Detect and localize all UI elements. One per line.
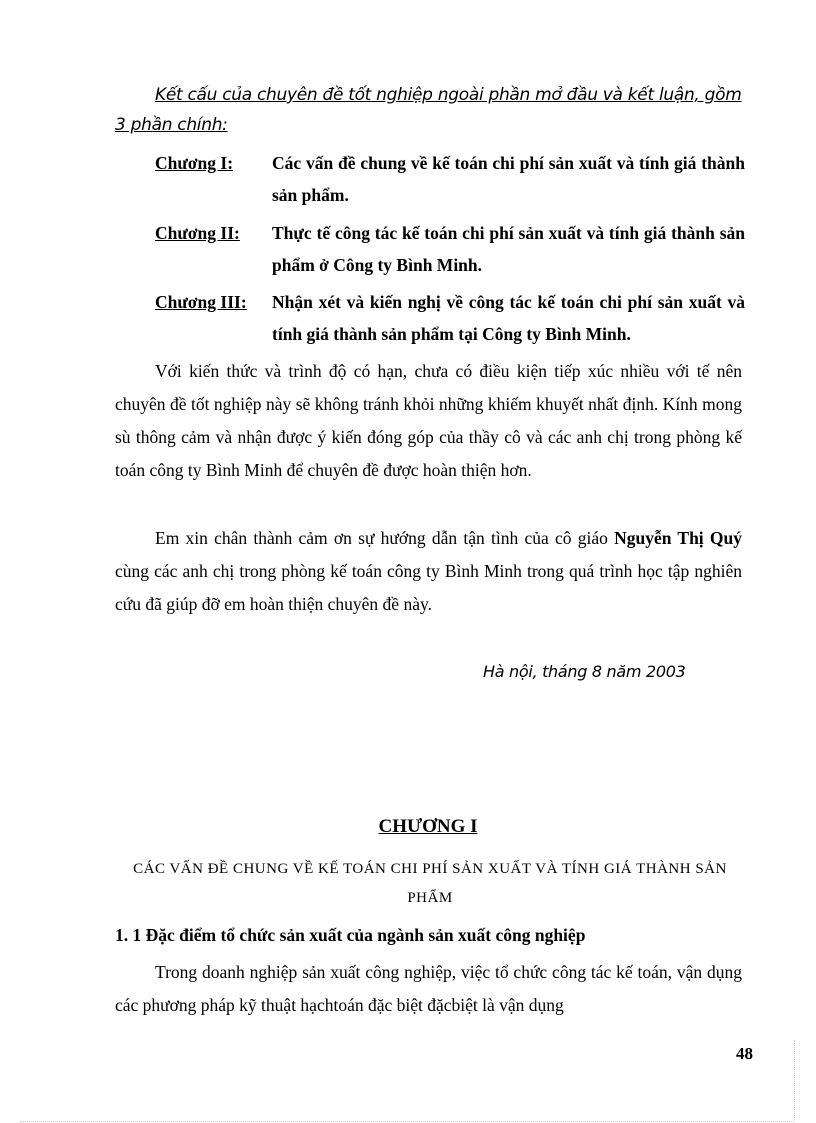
section-body-paragraph — [115, 956, 742, 1022]
structure-intro-text: Kết cấu của chuyên đề tốt nghiệp ngoài phần mở đầu và kết luận, gồm 3 phần chính: — [115, 85, 742, 135]
chapter-description: Nhận xét và kiến nghị về công tác kế toán chi phí sản xuất và tính giá thành sản phẩm tại Công ty Bình Minh. — [272, 292, 745, 344]
structure-intro — [115, 80, 745, 140]
limitations-paragraph — [115, 355, 742, 487]
acknowledgement-paragraph — [115, 522, 742, 621]
acknowledgement-text-start: Em xin chân thành cảm ơn sự hướng dẫn tận tình của cô giáo — [155, 528, 615, 548]
advisor-name: Nguyễn Thị Quý — [614, 528, 742, 548]
chapter-title: CHƯƠNG I — [378, 816, 478, 837]
section-body-text: Trong doanh nghiệp sản xuất công nghiệp, việc tổ chức công tác kế toán, vận dụng các phương pháp kỹ thuật hạchtoán đặc biệt đặcbiệt là vận dụng — [115, 962, 742, 1015]
chapter-item-1 — [155, 147, 745, 211]
acknowledgement-text-end: cùng các anh chị trong phòng kế toán công ty Bình Minh trong quá trình học tập nghiên cứu đã giúp đỡ em hoàn thiện chuyên đề này. — [115, 561, 742, 614]
page-number: 48 — [736, 1044, 753, 1063]
section-heading: 1. 1 Đặc điểm tổ chức sản xuất của ngành sản xuất công nghiệp — [115, 925, 586, 945]
chapter-label: Chương I: — [155, 153, 234, 173]
limitations-text: Với kiến thức và trình độ có hạn, chưa có điều kiện tiếp xúc nhiều với tế nên chuyên đề tốt nghiệp này sẽ không tránh khỏi những khiếm khuyết nhất định. Kính mong sù thông cảm và nhận được ý kiến đóng góp của thầy cô và các anh chị trong phòng kế toán công ty Bình Minh để chuyên đề được hoàn thiện hơn. — [115, 361, 742, 480]
chapter-label: Chương III: — [155, 292, 247, 312]
chapter-label: Chương II: — [155, 223, 240, 243]
page-right-border — [794, 1040, 795, 1120]
page-bottom-border — [20, 1121, 794, 1122]
chapter-description: Các vấn đề chung về kế toán chi phí sản xuất và tính giá thành sản phẩm. — [272, 153, 745, 205]
chapter-subtitle: CÁC VẤN ĐỀ CHUNG VỀ KẾ TOÁN CHI PHÍ SẢN XUẤT VÀ TÍNH GIÁ THÀNH SẢN PHẨM — [133, 861, 727, 906]
chapter-description: Thực tế công tác kế toán chi phí sản xuất và tính giá thành sản phẩm ở Công ty Bình Minh. — [272, 223, 745, 275]
chapter-item-2 — [155, 217, 745, 281]
chapter-item-3 — [155, 286, 745, 350]
place-date-signoff: Hà nội, tháng 8 năm 2003 — [483, 662, 686, 681]
